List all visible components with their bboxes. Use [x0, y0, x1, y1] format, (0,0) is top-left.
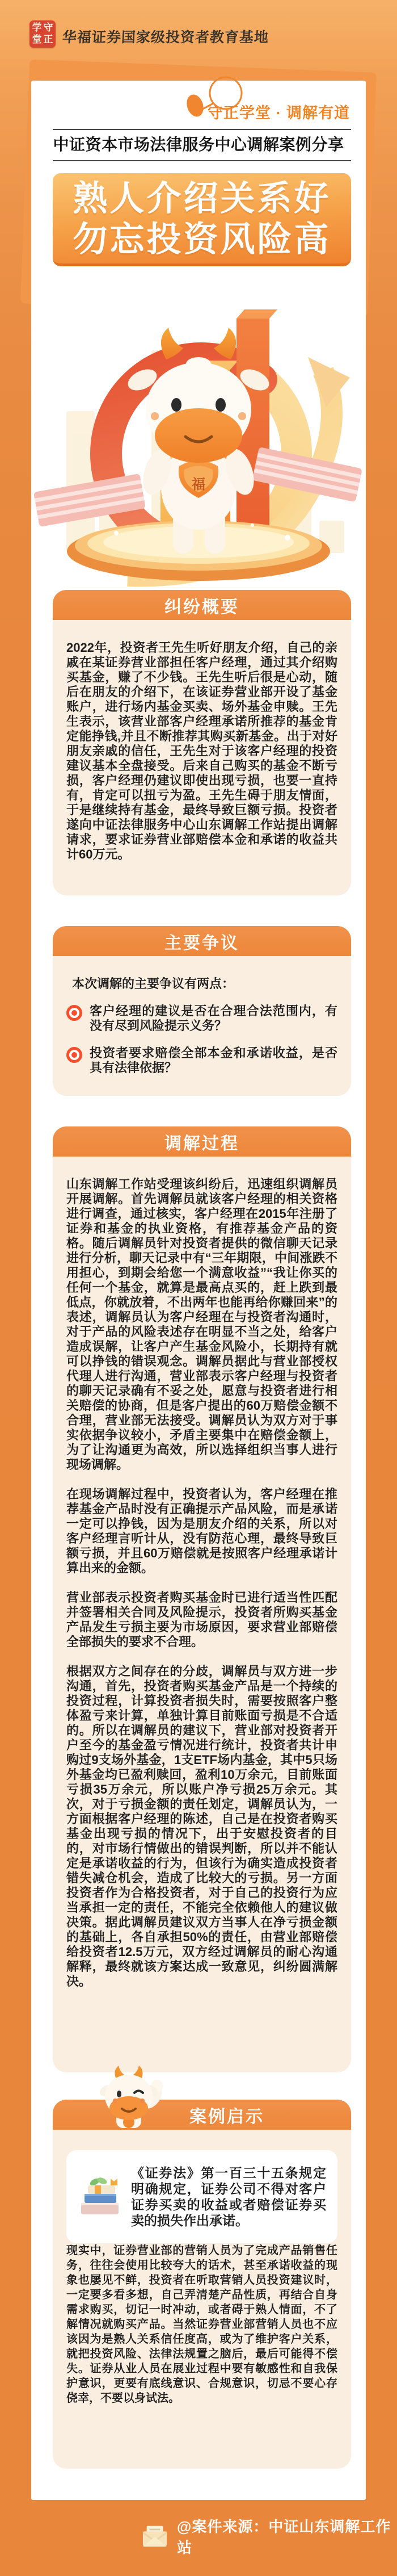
section-title: 纠纷概要 — [164, 597, 239, 617]
headline-box — [53, 173, 351, 266]
bull-mascot-scene-icon — [31, 266, 366, 590]
seal-char: 守 — [43, 22, 53, 33]
section-disputes-header — [53, 926, 351, 956]
envelope-icon — [142, 2524, 168, 2548]
paragraph: 营业部表示投资者购买基金时已进行适当性匹配并签署相关合同及风险提示，投资者所购买基金产品发生亏损主要为市场原因，要求营业部赔偿全部损失的要求不合理。 — [66, 1590, 337, 1649]
paragraph: 山东调解工作站受理该纠纷后，迅速组织调解员开展调解。首先调解员就该客户经理的相关资格进行调查，通过核实，客户经理在2015年注册了证券和基金的执业资格，有推荐基金产品的资格。随后调解员针对投资者提供的微信聊天记录进行分析，聊天记录中有“三年期限，中间涨跌不用担心，到期会给您一个满意收益”“我让你买的任何一个基金，就算是最高点买的，赶上跌到最低点，你就放着，不出两年也能再给你赚回来”的表述，调解员认为客户经理在与投资者沟通时，对于产品的风险表述存在明显不当之处，给客户造成误解，让客户产生基金风险小，长期持有就可以挣钱的错误观念。调解员据此与营业部授权代理人进行沟通，营业部表示客户经理与投资者的聊天记录确有不妥之处，愿意与投资者进行相关赔偿的协商，但是客户提出的60万赔偿金额不合理，营业部无法接受。调解员认为双方对于事实依据争议较小，矛盾主要集中在赔偿金额上，为了让沟通更为高效，所以选择组织当事人进行现场调解。 — [66, 1177, 337, 1472]
target-bullet-icon — [66, 1005, 82, 1021]
pendulum-decoration-icon — [185, 67, 253, 122]
section-process-body — [53, 1157, 351, 2072]
section-insight-body — [53, 2130, 351, 2469]
section-process-header — [53, 1126, 351, 1157]
content-card — [31, 81, 366, 2500]
mascot-illustration — [31, 266, 366, 590]
divider-line — [53, 129, 351, 130]
dispute-item — [66, 1004, 337, 1033]
section-title: 调解过程 — [164, 1134, 239, 1153]
bullet-dot — [71, 1010, 77, 1016]
section-insight — [53, 2100, 351, 2469]
headline-line1: 熟人介绍关系好 — [73, 178, 331, 217]
seal-char: 正 — [43, 34, 53, 45]
program-badge: 守正学堂 · 调解有道 — [208, 104, 350, 122]
books-icon — [78, 2176, 122, 2217]
paragraph: 2022年，投资者王先生听好朋友介绍，自己的亲戚在某证券营业部担任客户经理，通过其介绍购买基金，赚了不少钱。王先生听后很是心动，随后在朋友的介绍下，在该证券营业部开设了基金账户，进行场内基金买卖、场外基金申赎。王先生表示，该营业部客户经理承诺所推荐的基金肯定能挣钱,并且不断推荐其购买新基金。出于对好朋友亲戚的信任，王先生对于该客户经理的投资建议基本全盘接受。后来自己购买的基金不断亏损，客户经理仍建议即使出现亏损，也要一直持有，肯定可以扭亏为盈。王先生碍于朋友情面，于是继续持有基金，最终导致巨额亏损。投资者遂向中证法律服务中心山东调解工作站提出调解请求，要求证券营业部赔偿本金和承诺的收益共计60万元。 — [66, 640, 337, 861]
section-disputes-body — [53, 956, 351, 1096]
paragraph: 在现场调解过程中，投资者认为，客户经理在推荐基金产品时没有正确提示产品风险，而是承诺一定可以挣钱，因为是朋友介绍的关系，所以对客户经理言听计从，没有防范心理，最终导致巨额亏损，并且60万赔偿就是按照客户经理承诺计算出来的金额。 — [66, 1487, 337, 1575]
brand-calligraphy: 华福证券国家级投资者教育基地 — [62, 29, 269, 45]
mascot-badge-char: 福 — [192, 477, 205, 492]
section-summary-body — [53, 620, 351, 895]
dispute-text: 客户经理的建议是否在合理合法范围内，有没有尽到风险提示义务？ — [90, 1004, 337, 1033]
headline-line2: 勿忘投资风险高 — [73, 219, 331, 258]
paragraph: 现实中，证券营业部的营销人员为了完成产品销售任务，往往会使用比较夸大的话术，甚至承诺收益的现象也屡见不鲜，投资者在听取营销人员投资建议时，一定要多看多想，自己弄清楚产品性质，再结合自身需求购买，切记一时冲动，或者碍于熟人情面，不了解情况就购买产品。当然证券营业部营销人员也不应该因为是熟人关系信任度高，或为了维护客户关系，就把投资风险、法律法规置之脑后，最后可能得不偿失。证券从业人员在展业过程中要有敏感性和自我保护意识，更要有底线意识、合规意识，切忌不要心存侥幸，不要以身试法。 — [66, 2244, 337, 2405]
dispute-text: 投资者要求赔偿全部本金和承诺收益，是否具有法律依据？ — [90, 1046, 337, 1075]
section-summary — [53, 590, 351, 895]
footer-source-row — [142, 2515, 397, 2557]
section-summary-header — [53, 590, 351, 620]
bullet-dot — [71, 1052, 77, 1058]
brand-row — [29, 20, 269, 48]
shouzheng-seal-icon — [29, 20, 56, 48]
section-process — [53, 1126, 351, 2072]
paragraph: 根据双方之间存在的分歧，调解员与双方进一步沟通，首先，投资者购买基金产品是一个持续的投资过程，计算投资者损失时，需要按照客户整体盈亏来计算，单独计算目前账面亏损是不合适的。所以在调解员的建议下，营业部对投资者开户至今的基金盈亏情况进行统计，投资者共计申购过9支场外基金，1支ETF场内基金，其中5只场外基金均已盈利赎回，盈利10万余元，目前账面亏损35万余元，所以账户净亏损25万余元。其次，对于亏损金额的责任划定，调解员认为，一方面根据客户经理的陈述，自己是在投资者购买基金出现亏损的情况下，出于安慰投资者的目的，对市场行情做出的错误判断，所以并不能认定是承诺收益的行为，但该行为确实造成投资者错失减仓机会，造成了比较大的亏损。另一方面投资者作为合格投资者，对于自己的投资行为应当承担一定的责任，不能完全依赖他人的建议做决策。据此调解员建议双方当事人在净亏损金额的基础上，各自承担50%的责任，由营业部赔偿给投资者12.5万元，双方经过调解员的耐心沟通解释，最终就该方案达成一致意见，纠纷圆满解决。 — [66, 1664, 337, 1988]
law-quote-text: 《证券法》第一百三十五条规定明确规定，证券公司不得对客户证券买卖的收益或者赔偿证券买卖的损失作出承诺。 — [131, 2165, 326, 2228]
seal-char: 学 — [32, 22, 42, 33]
dispute-item — [66, 1046, 337, 1075]
target-bullet-icon — [66, 1047, 82, 1063]
footer-source-text: @案件来源：中证山东调解工作站 — [177, 2518, 391, 2556]
disputes-intro: 本次调解的主要争议有两点： — [72, 977, 235, 991]
section-title: 主要争议 — [164, 933, 239, 953]
series-title: 中证资本市场法律服务中心调解案例分享 — [53, 136, 344, 153]
section-insight-header — [53, 2100, 351, 2130]
seal-char: 堂 — [32, 34, 42, 45]
peeking-bull-mascot-icon — [94, 2064, 167, 2128]
section-disputes — [53, 926, 351, 1096]
law-quote-card — [66, 2150, 337, 2243]
divider-line — [53, 160, 351, 161]
section-title: 案例启示 — [189, 2107, 264, 2126]
